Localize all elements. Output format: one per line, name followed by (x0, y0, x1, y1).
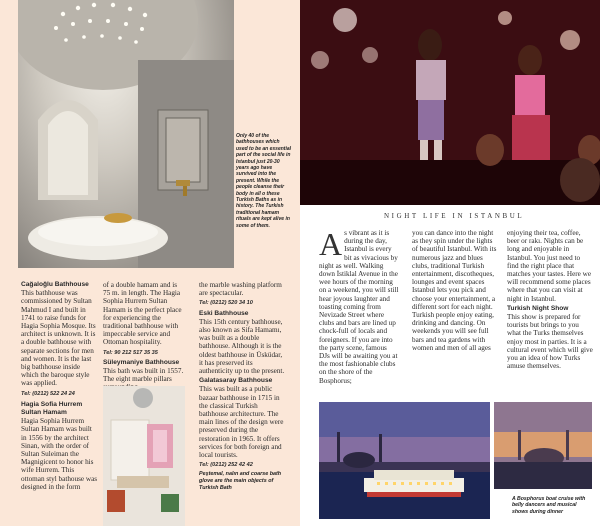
phone-galatasaray: Tel: (0212) 252 42 42 (199, 462, 253, 469)
bosphorus-illustration (319, 402, 490, 519)
section-title: NIGHT LIFE IN ISTANBUL (384, 212, 525, 220)
text-column-1 (21, 281, 99, 493)
paragraph-suleymaniye: This bath was built in 1557. The eight marble pillars (103, 367, 184, 384)
nightlife-paragraph-3: enjoying their tea, coffee, beer or rakı. Nights can be long and enjoyable in Istanbul. You just need to find the right place that matches your tastes. Here we will recommend some places where that you can visit at night in Istanbul. (507, 229, 592, 303)
mosque-sunset-photo (494, 402, 592, 489)
paragraph-suleymaniye-cont: the marble washing platform are spectacular. (199, 281, 282, 298)
bath-objects-photo (103, 386, 185, 526)
heading-hagia-sofia-hamam: Hagia Sofia Hurrem Sultan Hamam (21, 400, 83, 417)
phone-suleymaniye: Tel: (0212) 520 34 10 (199, 300, 253, 307)
paragraph-eski: This 15th century bathhouse, also known as Sifa Hamamı, was built as a double bathhouse. Although it is the oldest bathhouse in Üsküdar, it has preserved its authenticity up to the present. (199, 317, 285, 376)
paragraph-cagaloglu: This bathhouse was commissioned by Sultan Mahmud I and built in 1741 to raise funds for Hagia Sophia Mosque. Its architect is unknown. It is a double bathhouse with separate sections for men and women. It is the last big bathhouse inside which the baroque style was applied. (21, 289, 96, 388)
heading-eski: Eski Bathhouse (199, 309, 249, 317)
paragraph-hagia-sofia-cont: of a double hamam and is 75 m. in length. The Hagia Sophia Hurrem Sultan Hamam is the perfect place for experiencing the traditional bathhouse with impeccable service and Ottoman hospitality. (103, 281, 182, 347)
nightclub-dancers-photo (300, 0, 600, 205)
hamam-illustration (18, 0, 234, 268)
phone-hagia-sofia: Tel: 90 212 517 35 35 (103, 349, 158, 356)
phone-cagaloglu: Tel: (0212) 522 24 24 (21, 390, 75, 397)
nightlife-column-2 (412, 229, 497, 352)
nightlife-column-1 (319, 226, 399, 385)
bosphorus-cruise-photo (319, 402, 490, 519)
bath-objects-illustration (103, 386, 185, 526)
heading-turkish-night-show: Turkish Night Show (507, 304, 569, 312)
heading-cagaloglu: Cağaloğlu Bathhouse (21, 281, 89, 288)
nightlife-column-3 (507, 229, 593, 372)
nightclub-illustration (300, 0, 600, 205)
hamam-photo-caption: Only 40 of the bathhouses which used to be an essential part of the social life in Istanbul just 20-30 years ago have survived into the present. While the people cleanse their body in all o these Turkish Baths as in history. The Turkish traditional hamam rituals are kept alive in some of them. (236, 133, 292, 229)
heading-galatasaray: Galatasaray Bathhouse (199, 377, 273, 385)
hamam-interior-photo (18, 0, 234, 268)
bosphorus-caption: A Bosphorus boat cruise with belly dancers and musical shows during dinner (512, 496, 586, 515)
text-column-2 (103, 281, 185, 394)
heading-suleymaniye: Süleymaniye Bathhouse (103, 358, 180, 366)
mosque-illustration (494, 402, 592, 489)
dropcap-letter: A (319, 226, 343, 262)
nightlife-paragraph-4: This show is prepared for tourists but brings to you what the Turks themselves enjoy most in parties. It is a cultural event which will give you an idea of how Turks amuse themselves. (507, 313, 593, 371)
nightlife-paragraph-1: s vibrant as it is during the day, Istanbul is every bit as vivacious by night as well. Walking down İstiklal Avenue in the wee hours of the morning on a weekend, you will still hear joyous laughter and toasting coming from Nevizade Street where clubs and bars are lined up chock-full of locals and foreigners. If you are into the party scene, famous DJs will be awaiting you at the most fashionable clubs on the shore of the Bosphorus; (319, 229, 399, 385)
nightlife-paragraph-2: you can dance into the night as they spin under the lights of beautiful Istanbul. With its numerous jazz and blues clubs, traditional Turkish entertainment, discotheques, lounges and event spaces Istanbul lets you pick and choose your entertainment, a different sort for each night. Turkish people enjoy eating, drinking and dancing. On weekends you will see full bars and tea gardens with women and men of all ages (412, 229, 497, 352)
text-column-3 (199, 281, 285, 491)
paragraph-galatasaray: This was built as a public bazaar bathhouse in 1715 in the classical Turkish bathhouse architecture. The main lines of the design were preserved during the restoration in 1965. It offers services for both foreign and local tourists. (199, 385, 284, 460)
paragraph-hagia-sofia-hamam: Hagia Sophia Hurrem Sultan Hamam was built in 1556 by the architect Sinan, with the order of Sultan Suleiman the Magnigicent to honor his wife Hurrem. This ottoman styl bathouse was designed in the form (21, 417, 98, 491)
bath-objects-caption: Peştemal, nalın and coarse bath glove are the main objects of Turkish Bath (199, 471, 282, 491)
